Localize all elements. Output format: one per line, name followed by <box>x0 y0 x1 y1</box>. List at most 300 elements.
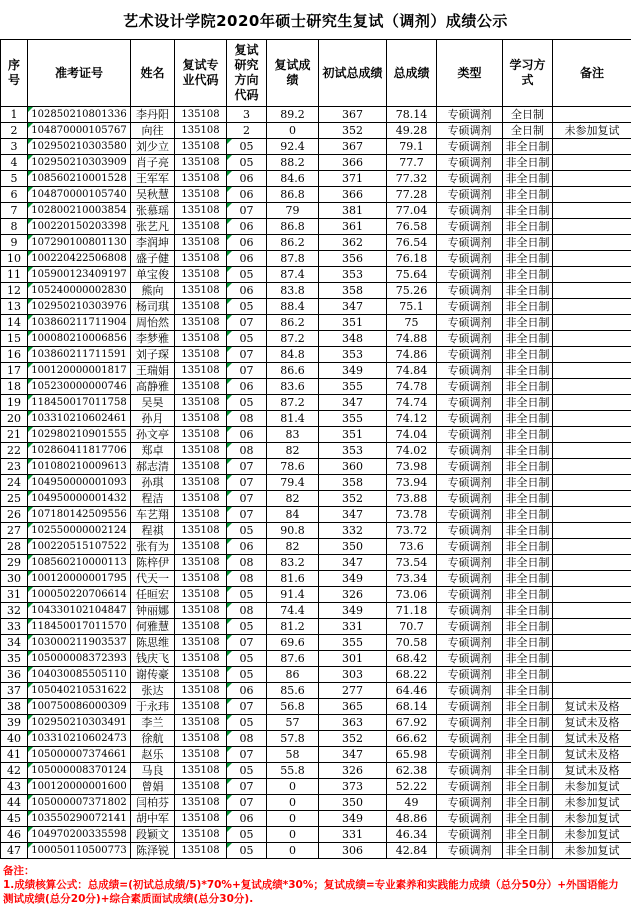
cell-type: 专硕调剂 <box>437 635 503 651</box>
cell-retest-score: 0 <box>267 779 319 795</box>
cell-type: 专硕调剂 <box>437 763 503 779</box>
table-row <box>1 331 631 347</box>
table-row <box>1 491 631 507</box>
cell-retest-score: 87.8 <box>267 251 319 267</box>
cell-retest-score: 86 <box>267 667 319 683</box>
cell-remarks <box>553 235 631 251</box>
table-row <box>1 411 631 427</box>
green-triangle-icon <box>28 315 33 320</box>
cell-ticket-number: 103310210602473 <box>28 731 131 747</box>
green-triangle-icon <box>28 507 33 512</box>
cell-ticket-number: 103310210602461 <box>28 411 131 427</box>
cell-direction-code: 07 <box>227 635 267 651</box>
cell-name: 高静雅 <box>131 379 175 395</box>
cell-serial: 21 <box>1 427 28 443</box>
cell-ticket-number: 118450017011570 <box>28 619 131 635</box>
cell-direction-code: 06 <box>227 683 267 699</box>
cell-remarks <box>553 459 631 475</box>
cell-direction-code: 08 <box>227 571 267 587</box>
cell-study-mode: 非全日制 <box>503 347 553 363</box>
cell-ticket-number: 103860211711591 <box>28 347 131 363</box>
cell-type: 专硕调剂 <box>437 795 503 811</box>
cell-ticket-number: 105000007374661 <box>28 747 131 763</box>
cell-name: 钟丽娜 <box>131 603 175 619</box>
green-triangle-icon <box>28 443 33 448</box>
cell-initial-total-score: 347 <box>319 299 387 315</box>
cell-total-score: 77.04 <box>387 203 437 219</box>
cell-type: 专硕调剂 <box>437 619 503 635</box>
green-triangle-icon <box>227 827 232 832</box>
cell-direction-code: 08 <box>227 443 267 459</box>
cell-serial: 11 <box>1 267 28 283</box>
cell-name: 周怡然 <box>131 315 175 331</box>
green-triangle-icon <box>227 843 232 848</box>
table-row <box>1 619 631 635</box>
cell-initial-total-score: 350 <box>319 795 387 811</box>
cell-ticket-number: 104950000001432 <box>28 491 131 507</box>
cell-study-mode: 非全日制 <box>503 411 553 427</box>
cell-study-mode: 非全日制 <box>503 763 553 779</box>
cell-type: 专硕调剂 <box>437 235 503 251</box>
cell-name: 盛子健 <box>131 251 175 267</box>
green-triangle-icon <box>28 667 33 672</box>
cell-direction-code: 07 <box>227 203 267 219</box>
cell-retest-score: 87.6 <box>267 651 319 667</box>
cell-ticket-number: 105000008370124 <box>28 763 131 779</box>
cell-study-mode: 非全日制 <box>503 427 553 443</box>
cell-initial-total-score: 352 <box>319 491 387 507</box>
cell-retest-score: 81.2 <box>267 619 319 635</box>
cell-name: 闫柏芬 <box>131 795 175 811</box>
cell-serial: 10 <box>1 251 28 267</box>
cell-initial-total-score: 349 <box>319 603 387 619</box>
cell-retest-score: 86.2 <box>267 315 319 331</box>
green-triangle-icon <box>227 763 232 768</box>
cell-total-score: 75 <box>387 315 437 331</box>
cell-initial-total-score: 362 <box>319 235 387 251</box>
cell-major-code: 135108 <box>175 811 227 827</box>
cell-retest-score: 87.2 <box>267 395 319 411</box>
cell-direction-code: 08 <box>227 411 267 427</box>
cell-major-code: 135108 <box>175 155 227 171</box>
cell-remarks <box>553 251 631 267</box>
table-row <box>1 283 631 299</box>
cell-retest-score: 74.4 <box>267 603 319 619</box>
cell-total-score: 74.86 <box>387 347 437 363</box>
cell-study-mode: 非全日制 <box>503 155 553 171</box>
cell-serial: 45 <box>1 811 28 827</box>
cell-name: 李丹阳 <box>131 107 175 123</box>
cell-total-score: 71.18 <box>387 603 437 619</box>
cell-study-mode: 非全日制 <box>503 827 553 843</box>
green-triangle-icon <box>227 379 232 384</box>
cell-initial-total-score: 352 <box>319 731 387 747</box>
table-row <box>1 363 631 379</box>
cell-remarks <box>553 571 631 587</box>
cell-total-score: 74.74 <box>387 395 437 411</box>
cell-initial-total-score: 353 <box>319 267 387 283</box>
green-triangle-icon <box>227 603 232 608</box>
green-triangle-icon <box>227 587 232 592</box>
cell-serial: 13 <box>1 299 28 315</box>
cell-initial-total-score: 356 <box>319 251 387 267</box>
cell-type: 专硕调剂 <box>437 315 503 331</box>
green-triangle-icon <box>28 123 33 128</box>
cell-retest-score: 89.2 <box>267 107 319 123</box>
cell-major-code: 135108 <box>175 827 227 843</box>
cell-total-score: 76.58 <box>387 219 437 235</box>
cell-study-mode: 非全日制 <box>503 491 553 507</box>
cell-type: 专硕调剂 <box>437 475 503 491</box>
cell-name: 任晅宏 <box>131 587 175 603</box>
table-row <box>1 427 631 443</box>
cell-type: 专硕调剂 <box>437 187 503 203</box>
cell-direction-code: 07 <box>227 699 267 715</box>
green-triangle-icon <box>227 171 232 176</box>
cell-direction-code: 07 <box>227 747 267 763</box>
cell-study-mode: 非全日制 <box>503 363 553 379</box>
cell-serial: 4 <box>1 155 28 171</box>
cell-direction-code: 3 <box>227 107 267 123</box>
cell-type: 专硕调剂 <box>437 539 503 555</box>
notes <box>0 859 631 906</box>
green-triangle-icon <box>28 347 33 352</box>
green-triangle-icon <box>227 443 232 448</box>
cell-serial: 9 <box>1 235 28 251</box>
cell-initial-total-score: 358 <box>319 475 387 491</box>
cell-total-score: 75.64 <box>387 267 437 283</box>
cell-ticket-number: 103000211903537 <box>28 635 131 651</box>
cell-type: 专硕调剂 <box>437 731 503 747</box>
column-header-serial: 序号 <box>1 40 28 107</box>
cell-major-code: 135108 <box>175 459 227 475</box>
green-triangle-icon <box>227 283 232 288</box>
table-row <box>1 763 631 779</box>
cell-name: 李润坤 <box>131 235 175 251</box>
cell-remarks: 复试未及格 <box>553 715 631 731</box>
cell-initial-total-score: 381 <box>319 203 387 219</box>
cell-major-code: 135108 <box>175 283 227 299</box>
cell-ticket-number: 103550290072141 <box>28 811 131 827</box>
cell-ticket-number: 105000007371802 <box>28 795 131 811</box>
cell-direction-code: 07 <box>227 363 267 379</box>
cell-remarks: 未参加复试 <box>553 123 631 139</box>
cell-major-code: 135108 <box>175 139 227 155</box>
cell-type: 专硕调剂 <box>437 219 503 235</box>
table-row <box>1 683 631 699</box>
cell-retest-score: 55.8 <box>267 763 319 779</box>
cell-name: 何雅慧 <box>131 619 175 635</box>
table-row <box>1 667 631 683</box>
cell-remarks: 复试未及格 <box>553 699 631 715</box>
cell-total-score: 74.88 <box>387 331 437 347</box>
cell-remarks <box>553 107 631 123</box>
table-row <box>1 171 631 187</box>
green-triangle-icon <box>28 523 33 528</box>
cell-retest-score: 86.8 <box>267 187 319 203</box>
cell-total-score: 76.18 <box>387 251 437 267</box>
results-table <box>0 39 631 859</box>
table-row <box>1 203 631 219</box>
cell-direction-code: 07 <box>227 507 267 523</box>
cell-major-code: 135108 <box>175 475 227 491</box>
cell-initial-total-score: 331 <box>319 827 387 843</box>
table-row <box>1 651 631 667</box>
cell-total-score: 74.02 <box>387 443 437 459</box>
cell-type: 专硕调剂 <box>437 427 503 443</box>
cell-remarks <box>553 331 631 347</box>
cell-retest-score: 87.4 <box>267 267 319 283</box>
green-triangle-icon <box>28 203 33 208</box>
cell-retest-score: 82 <box>267 443 319 459</box>
cell-retest-score: 0 <box>267 795 319 811</box>
cell-retest-score: 85.6 <box>267 683 319 699</box>
cell-type: 专硕调剂 <box>437 587 503 603</box>
cell-type: 专硕调剂 <box>437 123 503 139</box>
cell-direction-code: 08 <box>227 731 267 747</box>
green-triangle-icon <box>227 315 232 320</box>
table-row <box>1 811 631 827</box>
cell-study-mode: 非全日制 <box>503 667 553 683</box>
cell-ticket-number: 104870000105740 <box>28 187 131 203</box>
cell-name: 谢传豪 <box>131 667 175 683</box>
cell-ticket-number: 107180142509556 <box>28 507 131 523</box>
cell-major-code: 135108 <box>175 203 227 219</box>
cell-major-code: 135108 <box>175 699 227 715</box>
cell-total-score: 70.7 <box>387 619 437 635</box>
green-triangle-icon <box>28 219 33 224</box>
cell-name: 钱庆飞 <box>131 651 175 667</box>
table-row <box>1 747 631 763</box>
cell-retest-score: 83.6 <box>267 379 319 395</box>
cell-initial-total-score: 351 <box>319 427 387 443</box>
cell-direction-code: 07 <box>227 779 267 795</box>
green-triangle-icon <box>28 811 33 816</box>
table-row <box>1 459 631 475</box>
cell-initial-total-score: 355 <box>319 379 387 395</box>
cell-remarks <box>553 171 631 187</box>
cell-name: 程洁 <box>131 491 175 507</box>
column-header-remarks: 备注 <box>553 40 631 107</box>
cell-serial: 24 <box>1 475 28 491</box>
cell-ticket-number: 100050110500773 <box>28 843 131 859</box>
cell-study-mode: 非全日制 <box>503 315 553 331</box>
column-header-study-mode: 学习方式 <box>503 40 553 107</box>
cell-remarks <box>553 267 631 283</box>
cell-type: 专硕调剂 <box>437 651 503 667</box>
cell-study-mode: 非全日制 <box>503 651 553 667</box>
cell-ticket-number: 105240000002830 <box>28 283 131 299</box>
cell-initial-total-score: 349 <box>319 571 387 587</box>
table-row <box>1 827 631 843</box>
green-triangle-icon <box>227 795 232 800</box>
cell-remarks <box>553 475 631 491</box>
green-triangle-icon <box>227 667 232 672</box>
cell-ticket-number: 102950210303580 <box>28 139 131 155</box>
green-triangle-icon <box>227 635 232 640</box>
green-triangle-icon <box>227 155 232 160</box>
table-row <box>1 299 631 315</box>
cell-ticket-number: 104030085505110 <box>28 667 131 683</box>
cell-direction-code: 06 <box>227 251 267 267</box>
cell-total-score: 75.26 <box>387 283 437 299</box>
cell-retest-score: 84.6 <box>267 171 319 187</box>
cell-name: 肖子亮 <box>131 155 175 171</box>
cell-remarks <box>553 443 631 459</box>
cell-ticket-number: 104970200335598 <box>28 827 131 843</box>
cell-retest-score: 0 <box>267 123 319 139</box>
cell-name: 吴昊 <box>131 395 175 411</box>
cell-serial: 29 <box>1 555 28 571</box>
cell-initial-total-score: 363 <box>319 715 387 731</box>
cell-initial-total-score: 347 <box>319 555 387 571</box>
cell-initial-total-score: 366 <box>319 187 387 203</box>
cell-retest-score: 84.8 <box>267 347 319 363</box>
cell-ticket-number: 108560210000113 <box>28 555 131 571</box>
cell-total-score: 62.38 <box>387 763 437 779</box>
cell-total-score: 66.62 <box>387 731 437 747</box>
cell-type: 专硕调剂 <box>437 107 503 123</box>
cell-initial-total-score: 303 <box>319 667 387 683</box>
green-triangle-icon <box>227 683 232 688</box>
cell-serial: 27 <box>1 523 28 539</box>
green-triangle-icon <box>227 779 232 784</box>
cell-type: 专硕调剂 <box>437 811 503 827</box>
green-triangle-icon <box>28 155 33 160</box>
cell-remarks: 未参加复试 <box>553 827 631 843</box>
green-triangle-icon <box>28 651 33 656</box>
green-triangle-icon <box>227 539 232 544</box>
cell-name: 单宝俊 <box>131 267 175 283</box>
cell-name: 杨司琪 <box>131 299 175 315</box>
table-row <box>1 539 631 555</box>
green-triangle-icon <box>28 619 33 624</box>
cell-serial: 5 <box>1 171 28 187</box>
table-row <box>1 155 631 171</box>
cell-initial-total-score: 301 <box>319 651 387 667</box>
cell-remarks <box>553 635 631 651</box>
green-triangle-icon <box>28 747 33 752</box>
column-header-direction-code: 复试研究方向代码 <box>227 40 267 107</box>
cell-initial-total-score: 347 <box>319 747 387 763</box>
cell-total-score: 76.54 <box>387 235 437 251</box>
green-triangle-icon <box>227 299 232 304</box>
table-row <box>1 635 631 651</box>
green-triangle-icon <box>28 715 33 720</box>
results-table-body <box>1 107 631 859</box>
green-triangle-icon <box>28 331 33 336</box>
cell-direction-code: 06 <box>227 379 267 395</box>
cell-ticket-number: 105040210531622 <box>28 683 131 699</box>
cell-serial: 42 <box>1 763 28 779</box>
cell-study-mode: 非全日制 <box>503 235 553 251</box>
cell-direction-code: 05 <box>227 667 267 683</box>
table-row <box>1 219 631 235</box>
table-row <box>1 235 631 251</box>
cell-retest-score: 79 <box>267 203 319 219</box>
cell-direction-code: 07 <box>227 475 267 491</box>
cell-serial: 33 <box>1 619 28 635</box>
green-triangle-icon <box>28 235 33 240</box>
table-row <box>1 731 631 747</box>
cell-ticket-number: 102860411817706 <box>28 443 131 459</box>
cell-ticket-number: 100120000001795 <box>28 571 131 587</box>
cell-direction-code: 06 <box>227 811 267 827</box>
cell-retest-score: 57.8 <box>267 731 319 747</box>
cell-total-score: 65.98 <box>387 747 437 763</box>
cell-remarks <box>553 523 631 539</box>
cell-remarks <box>553 603 631 619</box>
cell-direction-code: 05 <box>227 523 267 539</box>
cell-direction-code: 05 <box>227 843 267 859</box>
green-triangle-icon <box>227 395 232 400</box>
cell-type: 专硕调剂 <box>437 283 503 299</box>
green-triangle-icon <box>227 187 232 192</box>
green-triangle-icon <box>227 619 232 624</box>
green-triangle-icon <box>227 571 232 576</box>
cell-remarks <box>553 411 631 427</box>
cell-type: 专硕调剂 <box>437 715 503 731</box>
cell-type: 专硕调剂 <box>437 683 503 699</box>
cell-remarks <box>553 155 631 171</box>
cell-serial: 16 <box>1 347 28 363</box>
cell-serial: 22 <box>1 443 28 459</box>
cell-serial: 36 <box>1 667 28 683</box>
cell-name: 张有为 <box>131 539 175 555</box>
cell-initial-total-score: 361 <box>319 219 387 235</box>
cell-total-score: 68.14 <box>387 699 437 715</box>
cell-ticket-number: 108560210001528 <box>28 171 131 187</box>
cell-study-mode: 非全日制 <box>503 747 553 763</box>
green-triangle-icon <box>28 699 33 704</box>
cell-ticket-number: 105900123409197 <box>28 267 131 283</box>
cell-remarks <box>553 203 631 219</box>
cell-type: 专硕调剂 <box>437 827 503 843</box>
green-triangle-icon <box>28 187 33 192</box>
cell-initial-total-score: 306 <box>319 843 387 859</box>
cell-remarks <box>553 299 631 315</box>
cell-retest-score: 86.2 <box>267 235 319 251</box>
cell-study-mode: 非全日制 <box>503 843 553 859</box>
cell-major-code: 135108 <box>175 683 227 699</box>
cell-retest-score: 88.2 <box>267 155 319 171</box>
cell-study-mode: 非全日制 <box>503 299 553 315</box>
cell-initial-total-score: 331 <box>319 619 387 635</box>
green-triangle-icon <box>28 571 33 576</box>
cell-total-score: 73.72 <box>387 523 437 539</box>
cell-ticket-number: 107290100801130 <box>28 235 131 251</box>
cell-initial-total-score: 348 <box>319 331 387 347</box>
cell-total-score: 74.04 <box>387 427 437 443</box>
cell-direction-code: 05 <box>227 619 267 635</box>
green-triangle-icon <box>28 795 33 800</box>
cell-total-score: 73.88 <box>387 491 437 507</box>
cell-total-score: 73.6 <box>387 539 437 555</box>
cell-retest-score: 83.8 <box>267 283 319 299</box>
cell-major-code: 135108 <box>175 347 227 363</box>
cell-direction-code: 05 <box>227 651 267 667</box>
cell-total-score: 77.7 <box>387 155 437 171</box>
green-triangle-icon <box>227 699 232 704</box>
cell-ticket-number: 100080210006856 <box>28 331 131 347</box>
green-triangle-icon <box>28 267 33 272</box>
cell-study-mode: 非全日制 <box>503 795 553 811</box>
green-triangle-icon <box>28 395 33 400</box>
green-triangle-icon <box>28 827 33 832</box>
cell-ticket-number: 102950210303909 <box>28 155 131 171</box>
cell-total-score: 77.32 <box>387 171 437 187</box>
cell-serial: 41 <box>1 747 28 763</box>
